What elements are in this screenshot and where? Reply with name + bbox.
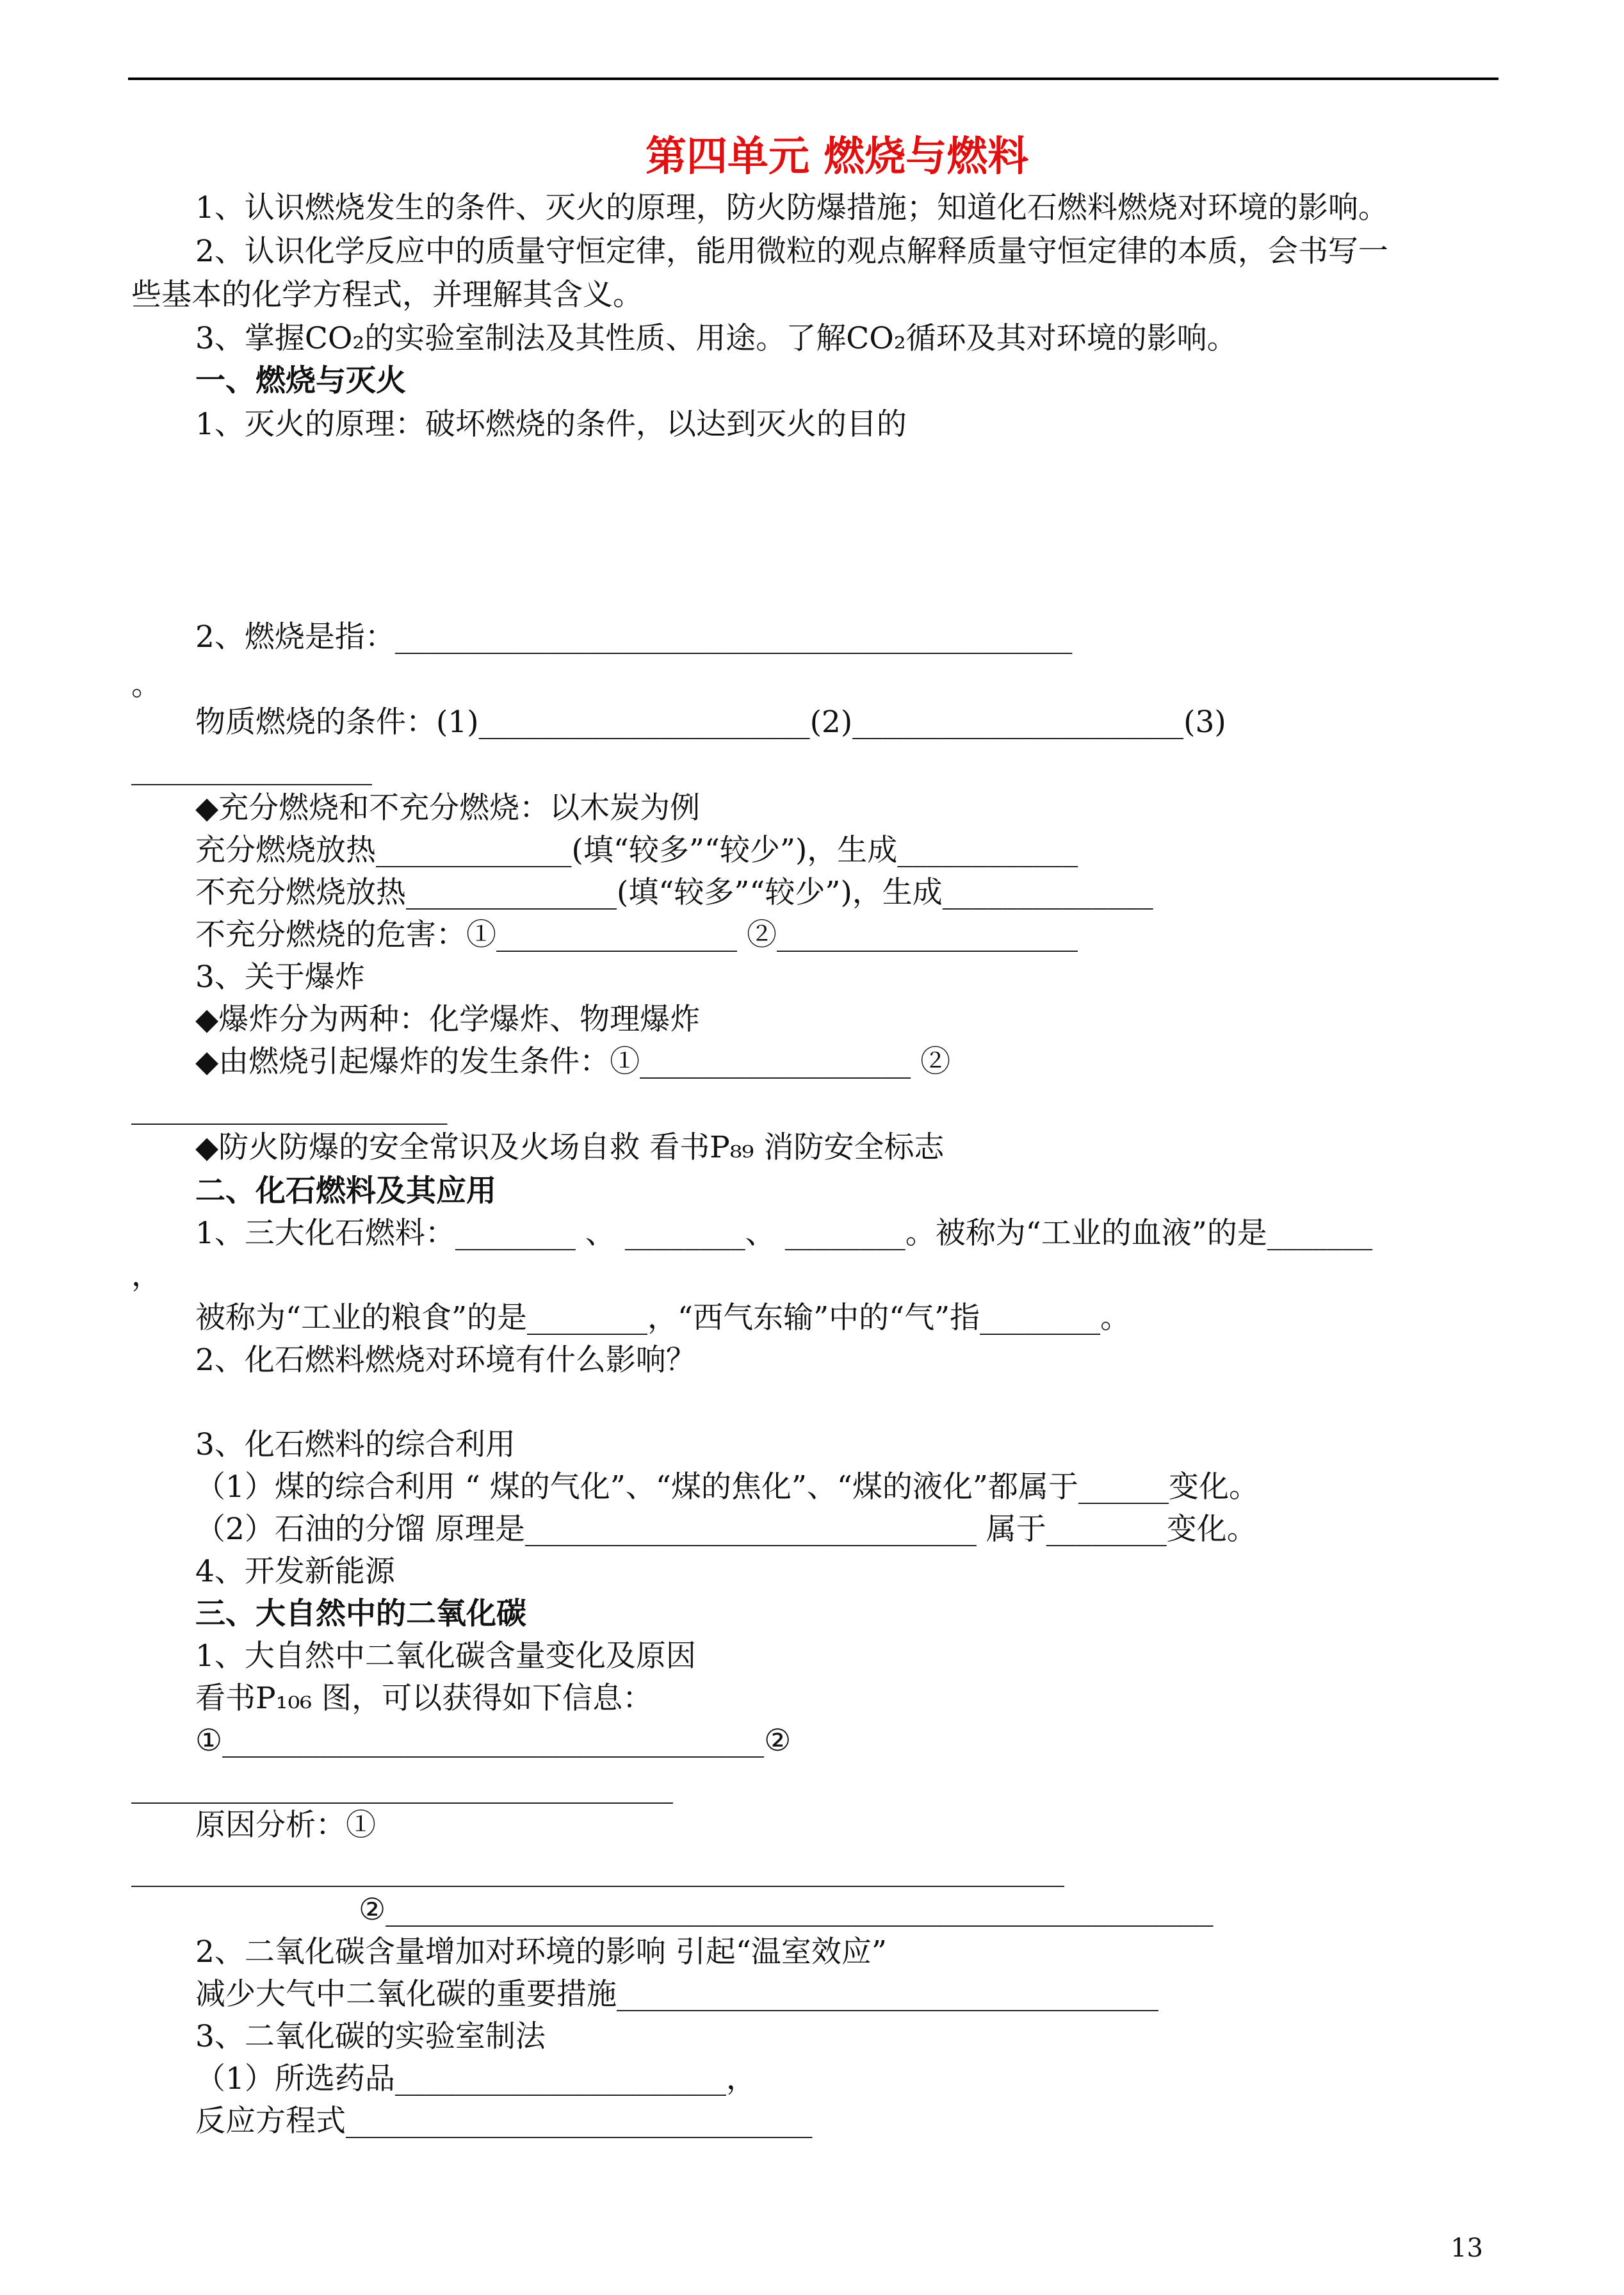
combustion-conditions: 物质燃烧的条件：(1)______________________(2)______________________(3)	[195, 705, 1226, 740]
fire-safety-line: ◆防火防爆的安全常识及火场自救 看书P₈₉ 消防安全标志	[195, 1130, 945, 1165]
equation-line: 反应方程式_______________________________	[195, 2103, 813, 2139]
objective-2: 2、认识化学反应中的质量守恒定律，能用微粒的观点解释质量守恒定律的本质，会书写一	[195, 234, 1388, 269]
explosion-heading: 3、关于爆炸	[195, 960, 365, 995]
blank-line: ________________	[131, 751, 372, 786]
section-heading-2: 二、化石燃料及其应用	[195, 1173, 496, 1209]
page-title: 第四单元 燃烧与燃料	[646, 133, 1029, 181]
explosion-conditions: ◆由燃烧引起爆炸的发生条件：①__________________ ②	[195, 1044, 951, 1079]
industry-grain-line: 被称为“工业的粮食”的是________，“西气东输”中的“气”指________。	[195, 1300, 1131, 1335]
fossil-fuels-line: 1、三大化石燃料：________ 、 ________、 ________。被称为“工业的血液”的是_______	[195, 1216, 1373, 1251]
new-energy-line: 4、开发新能源	[195, 1554, 395, 1589]
section-heading-3: 三、大自然中的二氧化碳	[195, 1596, 526, 1631]
greenhouse-line: 2、二氧化碳含量增加对环境的影响 引起“温室效应”	[195, 1934, 887, 1970]
cause-analysis-line: 原因分析：①	[195, 1808, 376, 1843]
comprehensive-use-heading: 3、化石燃料的综合利用	[195, 1427, 516, 1462]
cause-2-line: ②_______________________________________________________	[359, 1892, 1214, 1927]
blank-line: ____________________________________	[131, 1769, 673, 1804]
lab-preparation-heading: 3、二氧化碳的实验室制法	[195, 2019, 546, 2054]
full-combustion-line: 充分燃烧放热_____________(填“较多”“较少”)，生成____________	[195, 833, 1078, 868]
objective-3: 3、掌握CO₂的实验室制法及其性质、用途。了解CO₂循环及其对环境的影响。	[195, 321, 1237, 356]
co2-change-heading: 1、大自然中二氧化碳含量变化及原因	[195, 1638, 696, 1674]
explosion-types: ◆爆炸分为两种：化学爆炸、物理爆炸	[195, 1002, 701, 1037]
full-incomplete-heading: ◆充分燃烧和不充分燃烧：以木炭为例	[195, 790, 701, 826]
environment-impact-question: 2、化石燃料燃烧对环境有什么影响？	[195, 1343, 696, 1378]
oil-fractionation-line: （2）石油的分馏 原理是______________________________ 属于________变化。	[195, 1512, 1257, 1547]
incomplete-combustion-line: 不充分燃烧放热______________(填“较多”“较少”)，生成______________	[195, 875, 1153, 910]
item-extinguish: 1、灭火的原理：破坏燃烧的条件，以达到灭火的目的	[195, 407, 907, 442]
header-rule	[128, 78, 1498, 80]
reagents-line: （1）所选药品______________________，	[195, 2061, 756, 2096]
incomplete-harm-line: 不充分燃烧的危害：①________________ ②____________________	[195, 917, 1078, 952]
page-number: 13	[1450, 2234, 1483, 2263]
blank-line: _____________________	[131, 1090, 448, 1125]
period-mark: 。	[131, 667, 161, 703]
blank-line: ______________________________________________________________	[131, 1852, 1064, 1888]
section-heading-1: 一、燃烧与灭火	[195, 363, 406, 398]
item-combustion-def: 2、燃烧是指：_____________________________________________	[195, 619, 1073, 655]
coal-use-line: （1）煤的综合利用 “ 煤的气化”、“煤的焦化”、“煤的液化”都属于______变化。	[195, 1469, 1259, 1505]
comma-mark: ，	[131, 1258, 161, 1293]
book-reference-line: 看书P₁₀₆ 图，可以获得如下信息：	[195, 1681, 653, 1716]
reduce-co2-line: 减少大气中二氧化碳的重要措施____________________________________	[195, 1977, 1158, 2012]
objective-2-cont: 些基本的化学方程式，并理解其含义。	[131, 277, 643, 313]
info-line: ①____________________________________②	[195, 1723, 792, 1758]
objective-1: 1、认识燃烧发生的条件、灭火的原理，防火防爆措施；知道化石燃料燃烧对环境的影响。	[195, 190, 1388, 225]
